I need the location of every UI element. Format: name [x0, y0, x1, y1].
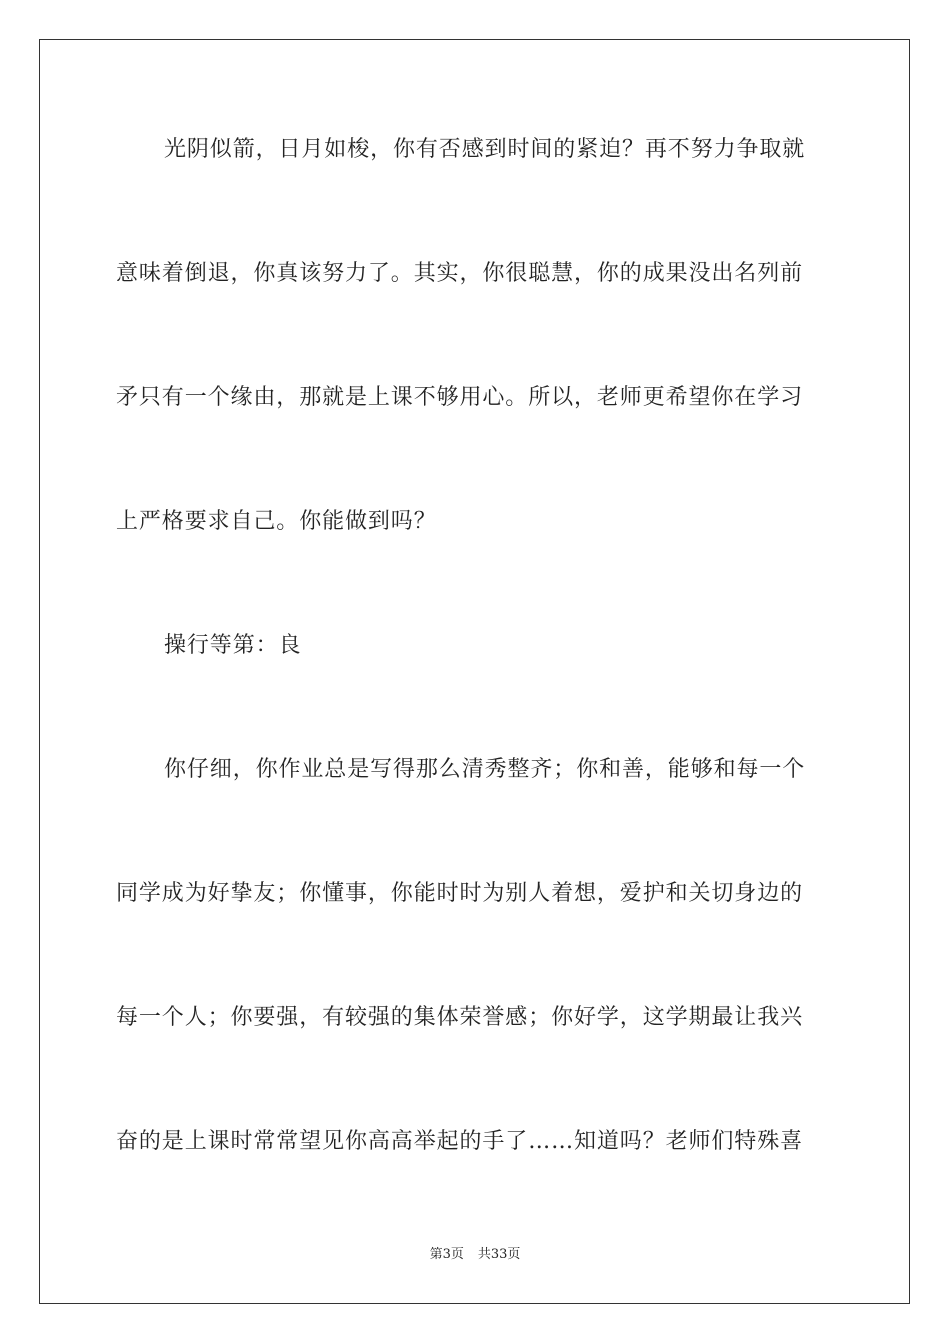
conduct-grade-line: 操行等第：良 [164, 633, 302, 658]
page-number-total: 共33页 [477, 1247, 521, 1262]
paragraph-2-line-3: 每一个人；你要强，有较强的集体荣誉感；你好学，这学期最让我兴 [116, 1005, 804, 1030]
paragraph-1-line-3: 矛只有一个缘由，那就是上课不够用心。所以，老师更希望你在学习 [116, 385, 804, 410]
paragraph-2-line-4: 奋的是上课时常常望见你高高举起的手了……知道吗？老师们特殊喜 [116, 1129, 804, 1154]
paragraph-2-line-2: 同学成为好挚友；你懂事，你能时时为别人着想，爱护和关切身边的 [116, 881, 804, 906]
page-footer [0, 1246, 950, 1264]
paragraph-1-line-1: 光阴似箭，日月如梭，你有否感到时间的紧迫？再不努力争取就 [164, 137, 806, 162]
paragraph-1-line-4: 上严格要求自己。你能做到吗？ [116, 509, 437, 534]
paragraph-2-line-1: 你仔细，你作业总是写得那么清秀整齐；你和善，能够和每一个 [164, 757, 806, 782]
paragraph-1-line-2: 意味着倒退，你真该努力了。其实，你很聪慧，你的成果没出名列前 [116, 261, 804, 286]
page-border [39, 39, 910, 1304]
page-number-current: 第3页 [429, 1247, 464, 1262]
